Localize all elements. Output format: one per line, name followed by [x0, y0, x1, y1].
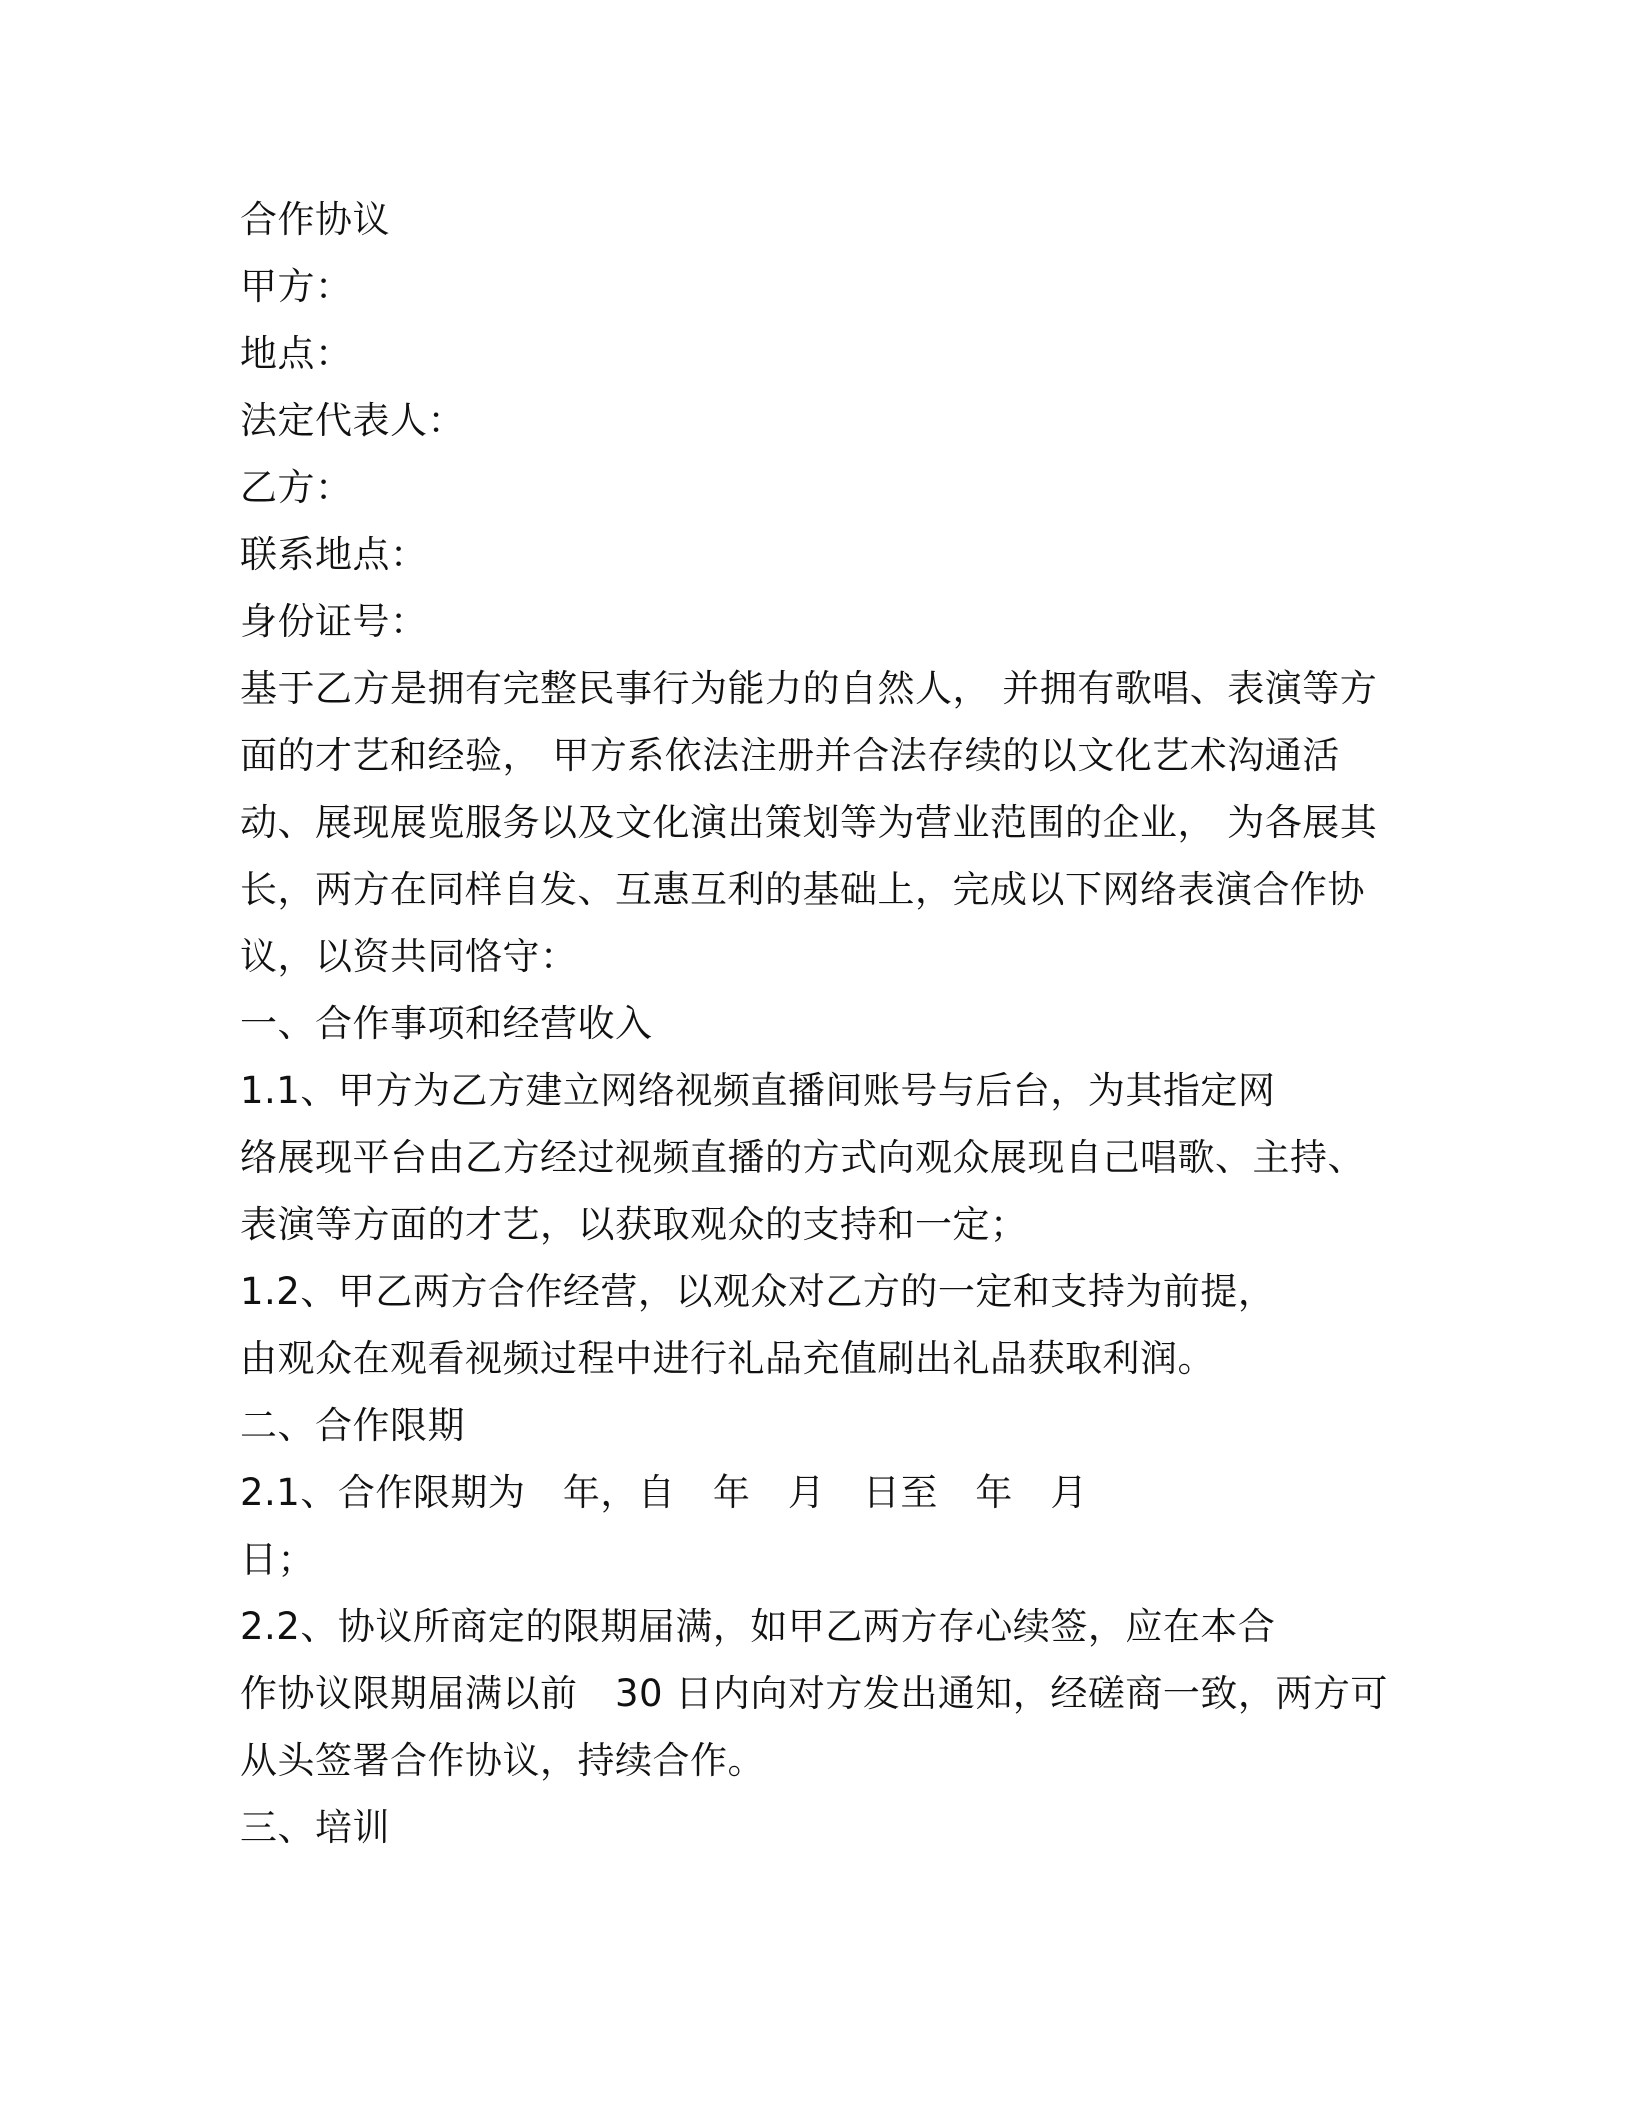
section-heading-3: 三、培训: [240, 1806, 390, 1849]
preamble-line: 动、展现展览服务以及文化演出策划等为营业范围的企业， 为各展其: [240, 801, 1378, 844]
document-title: 合作协议: [240, 198, 390, 241]
clause-2-2-line: 作协议限期届满以前 30 日内向对方发出通知，经磋商一致，两方可: [240, 1672, 1388, 1715]
clause-1-1-line: 络展现平台由乙方经过视频直播的方式向观众展现自己唱歌、主持、: [240, 1136, 1365, 1179]
id-number-label: 身份证号：: [240, 600, 428, 643]
clause-2-1-line: 日；: [240, 1538, 315, 1581]
clause-2-1-line: 2.1、合作限期为 年，自 年 月 日至 年 月: [240, 1471, 1088, 1514]
preamble-line: 长，两方在同样自发、互惠互利的基础上，完成以下网络表演合作协: [240, 868, 1365, 911]
clause-1-2-line: 1.2、甲乙两方合作经营，以观众对乙方的一定和支持为前提，: [240, 1270, 1276, 1313]
preamble-line: 基于乙方是拥有完整民事行为能力的自然人， 并拥有歌唱、表演等方: [240, 667, 1378, 710]
clause-1-1-line: 表演等方面的才艺，以获取观众的支持和一定；: [240, 1203, 1028, 1246]
clause-1-1-line: 1.1、甲方为乙方建立网络视频直播间账号与后台，为其指定网: [240, 1069, 1276, 1112]
agreement-text: [240, 186, 1400, 1861]
preamble-line: 议，以资共同恪守：: [240, 935, 578, 978]
section-heading-1: 一、合作事项和经营收入: [240, 1002, 653, 1045]
party-b-label: 乙方：: [240, 466, 353, 509]
section-heading-2: 二、合作限期: [240, 1404, 465, 1447]
clause-2-2-line: 从头签署合作协议，持续合作。: [240, 1739, 765, 1782]
party-b-contact-address-label: 联系地点：: [240, 533, 428, 576]
party-a-address-label: 地点：: [240, 332, 353, 375]
clause-1-2-line: 由观众在观看视频过程中进行礼品充值刷出礼品获取利润。: [240, 1337, 1215, 1380]
party-a-label: 甲方：: [240, 265, 353, 308]
clause-2-2-line: 2.2、协议所商定的限期届满，如甲乙两方存心续签，应在本合: [240, 1605, 1276, 1648]
preamble-line: 面的才艺和经验， 甲方系依法注册并合法存续的以文化艺术沟通活: [240, 734, 1340, 777]
legal-representative-label: 法定代表人：: [240, 399, 465, 442]
